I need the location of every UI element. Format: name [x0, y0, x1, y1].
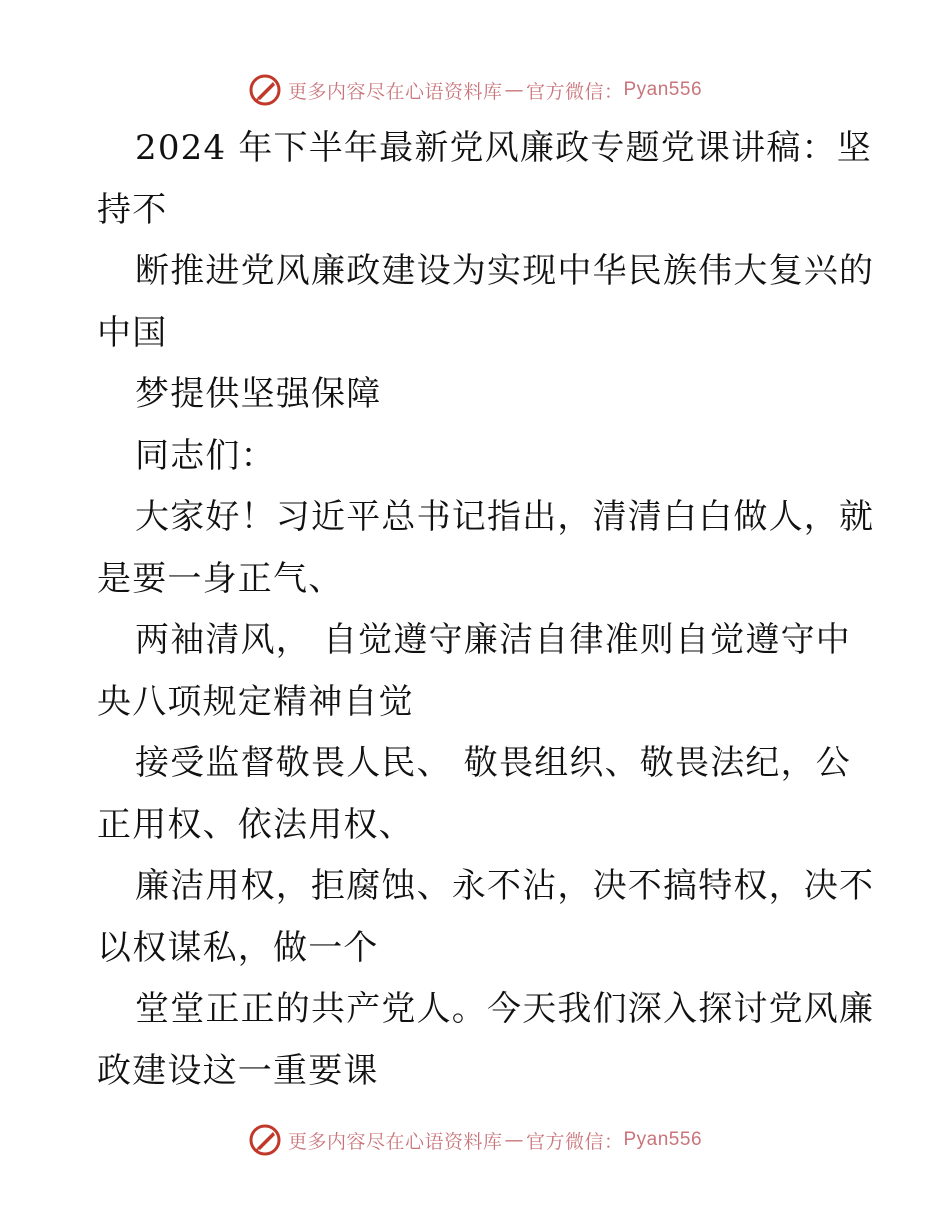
watermark-account: Pyan556 [623, 79, 703, 100]
watermark-text: 更多内容尽在心语资料库 [287, 1130, 503, 1153]
text-line: 断推进党风廉政建设为实现中华民族伟大复兴的 [135, 251, 875, 291]
quill-pen-logo-icon [248, 73, 282, 107]
text-line: 同志们： [135, 435, 276, 476]
text-line: 接受监督敬畏人民、 敬畏组织、敬畏法纪，公 [135, 743, 852, 783]
text-line: 2024 年下半年最新党风廉政专题党课讲稿：坚 [135, 128, 872, 168]
text-line: 堂堂正正的共产党人。今天我们深入探讨党风廉 [135, 989, 875, 1029]
header-watermark [0, 70, 950, 110]
watermark-dash: — [504, 1129, 524, 1151]
watermark-dash: — [504, 79, 524, 101]
text-line: 中国 [97, 312, 168, 353]
text-line: 正用权、依法用权、 [97, 804, 414, 845]
text-line: 两袖清风， 自觉遵守廉洁自律准则自觉遵守中 [135, 620, 852, 660]
text-line: 以权谋私，做一个 [97, 927, 379, 968]
watermark-label: 官方微信： [525, 1130, 624, 1153]
watermark-label: 官方微信： [525, 80, 624, 103]
text-line: 政建设这一重要课 [97, 1050, 379, 1091]
text-line: 是要一身正气、 [97, 558, 344, 599]
text-line: 央八项规定精神自觉 [97, 681, 414, 722]
text-line: 梦提供坚强保障 [135, 374, 382, 414]
footer-watermark [0, 1120, 950, 1160]
text-line: 大家好！习近平总书记指出，清清白白做人，就 [135, 497, 875, 537]
text-line: 持不 [97, 189, 168, 230]
watermark-account: Pyan556 [623, 1129, 703, 1150]
document-body [97, 118, 875, 1102]
text-line: 廉洁用权，拒腐蚀、永不沾，决不搞特权，决不 [135, 866, 875, 906]
watermark-text: 更多内容尽在心语资料库 [287, 80, 503, 103]
quill-pen-logo-icon [248, 1123, 282, 1157]
